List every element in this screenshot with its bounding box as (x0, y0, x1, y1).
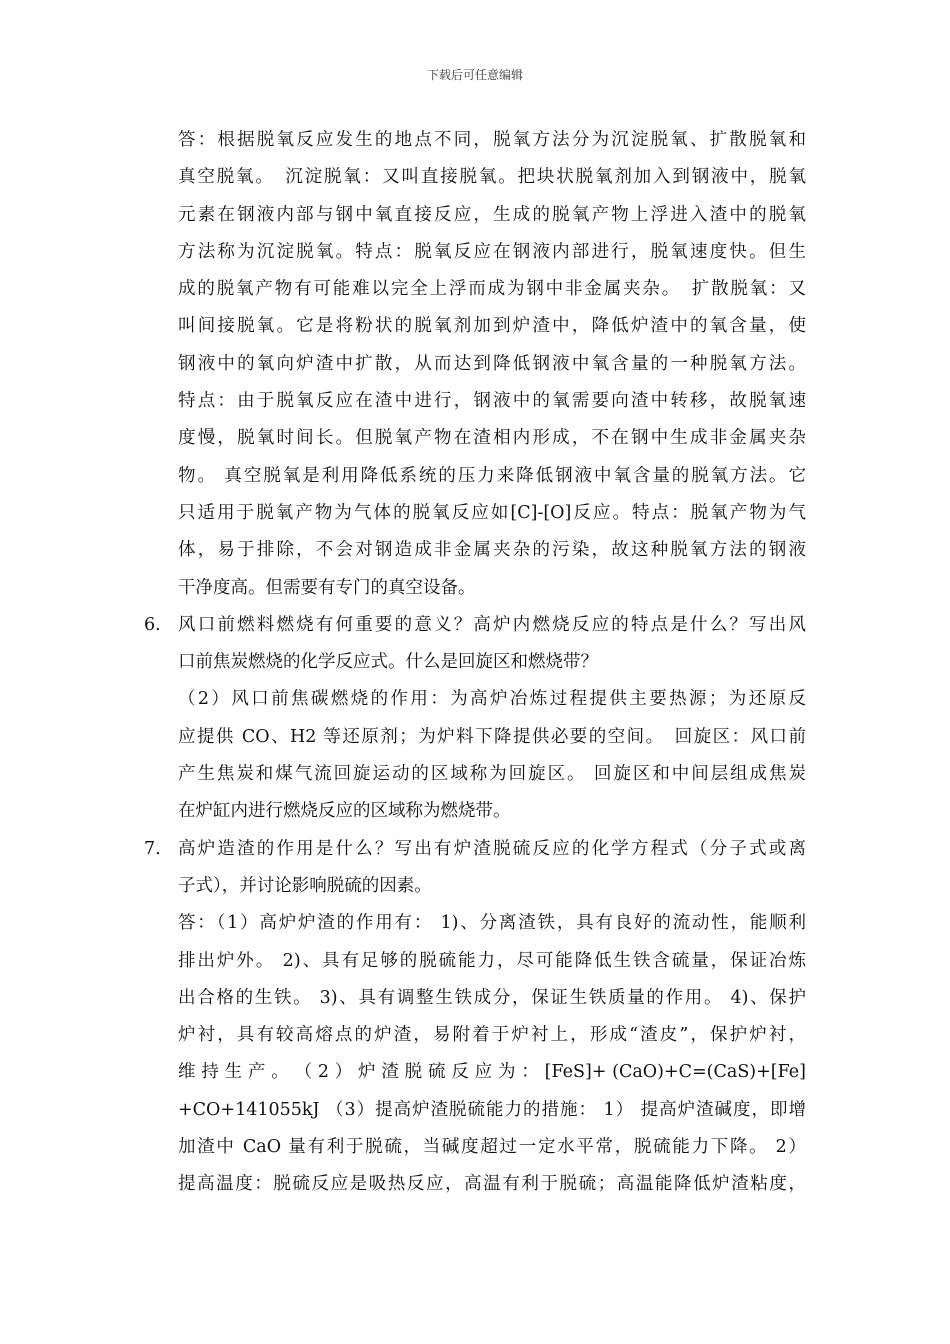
question-number: 7. (144, 838, 161, 859)
answer-line: 排出炉外。 2)、具有足够的脱硫能力，尽可能降低生铁含硫量，保证冶炼 (178, 950, 806, 971)
answer-line: +CO+141055kJ （3）提高炉渣脱硫能力的措施： 1） 提高炉渣碱度，即增 (178, 1099, 806, 1120)
answer-line: 钢液中的氧向炉渣中扩散，从而达到降低钢液中氧含量的一种脱氧方法。 (178, 353, 806, 374)
question-6 (144, 607, 806, 831)
question-line: 口前焦炭燃烧的化学反应式。什么是回旋区和燃烧带？ (178, 652, 598, 673)
answer-line: （2）风口前焦碳燃烧的作用：为高炉冶炼过程提供主要热源；为还原反 (178, 689, 806, 710)
answer-line: 应提供 CO、H2 等还原剂；为炉料下降提供必要的空间。 回旋区：风口前 (178, 726, 806, 747)
document-body (144, 122, 806, 1204)
answer-line: 在炉缸内进行燃烧反应的区域称为燃烧带。 (178, 801, 511, 822)
answer-line: 维 持 生 产 。 （ 2 ） 炉 渣 脱 硫 反 应 为 ： [FeS]+ (CaO)+C=(CaS)+[Fe] (178, 1062, 806, 1083)
answer-line: 真空脱氧。 沉淀脱氧：又叫直接脱氧。把块状脱氧剂加入到钢液中，脱氧 (178, 167, 806, 188)
answer-line: 提高温度：脱硫反应是吸热反应，高温有利于脱硫；高温能降低炉渣粘度， (178, 1174, 806, 1195)
answer-line: 方法称为沉淀脱氧。特点：脱氧反应在钢液内部进行，脱氧速度快。但生 (178, 241, 806, 262)
question-number: 6. (144, 614, 161, 635)
page-header: 下载后可任意编辑 (426, 68, 523, 82)
answer-line: 成的脱氧产物有可能难以完全上浮而成为钢中非金属夹杂。 扩散脱氧：又 (178, 279, 806, 300)
answer-line: 体，易于排除，不会对钢造成非金属夹杂的污染，故这种脱氧方法的钢液 (178, 540, 806, 561)
answer-line: 元素在钢液内部与钢中氧直接反应，生成的脱氧产物上浮进入渣中的脱氧 (178, 204, 806, 225)
answer-line: 只适用于脱氧产物为气体的脱氧反应如[C]-[O]反应。特点：脱氧产物为气 (178, 502, 806, 523)
answer-line: 物。 真空脱氧是利用降低系统的压力来降低钢液中氧含量的脱氧方法。它 (178, 465, 806, 486)
answer-line: 出合格的生铁。 3)、具有调整生铁成分，保证生铁质量的作用。 4)、保护 (178, 987, 806, 1008)
answer-line: 叫间接脱氧。它是将粉状的脱氧剂加到炉渣中，降低炉渣中的氧含量，使 (178, 316, 806, 337)
answer-line: 炉衬，具有较高熔点的炉渣，易附着于炉衬上，形成“渣皮”，保护炉衬， (178, 1025, 806, 1046)
question-line: 风口前燃料燃烧有何重要的意义？高炉内燃烧反应的特点是什么？写出风 (178, 614, 806, 635)
answer-line: 加渣中 CaO 量有利于脱硫，当碱度超过一定水平常，脱硫能力下降。 2） (178, 1137, 806, 1158)
question-7 (144, 831, 806, 1204)
answer-line: 度慢，脱氧时间长。但脱氧产物在渣相内形成，不在钢中生成非金属夹杂 (178, 428, 806, 449)
answer-5-block (178, 122, 806, 607)
answer-line: 干净度高。但需要有专门的真空设备。 (178, 577, 476, 598)
answer-line: 特点：由于脱氧反应在渣中进行，钢液中的氧需要向渣中转移，故脱氧速 (178, 391, 806, 412)
answer-line: 答：（1）高炉炉渣的作用有： 1)、分离渣铁，具有良好的流动性，能顺利 (178, 913, 806, 934)
answer-line: 答：根据脱氧反应发生的地点不同，脱氧方法分为沉淀脱氧、扩散脱氧和 (178, 130, 806, 150)
answer-line: 产生焦炭和煤气流回旋运动的区域称为回旋区。 回旋区和中间层组成焦炭 (178, 764, 806, 785)
question-line: 子式），并讨论影响脱硫的因素。 (178, 875, 432, 896)
question-line: 高炉造渣的作用是什么？写出有炉渣脱硫反应的化学方程式（分子式或离 (178, 838, 806, 859)
